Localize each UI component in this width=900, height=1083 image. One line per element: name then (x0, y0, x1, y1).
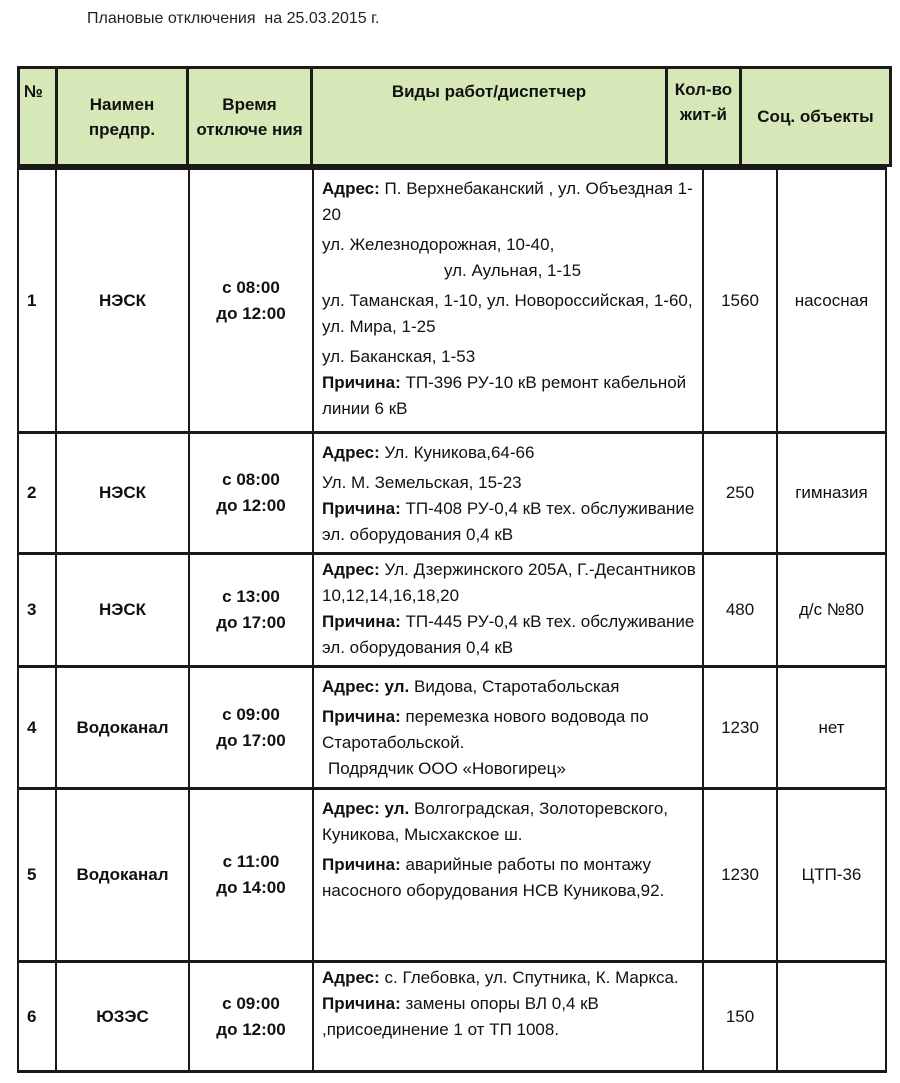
row-social (777, 962, 886, 1072)
row-num: 1 (18, 169, 56, 433)
table-row (18, 789, 886, 962)
contractor-line: Подрядчик ООО «Новогирец» (328, 759, 566, 778)
address-line: ул. Железнодорожная, 10-40, (322, 235, 555, 254)
address-text: Ул. Дзержинского 205А, Г.-Десантников 10,12,14,16,18,20 (322, 560, 696, 605)
address-label: Адрес: ул. (322, 799, 410, 818)
row-num: 4 (18, 667, 56, 789)
address-line: Ул. М. Земельская, 15-23 (322, 473, 522, 492)
row-work (313, 169, 703, 433)
row-org: Водоканал (56, 667, 189, 789)
table-row (18, 169, 886, 433)
row-org: ЮЗЭС (56, 962, 189, 1072)
reason-line (322, 609, 696, 661)
address-line (322, 674, 696, 700)
address-text: Видова, Старотабольская (414, 677, 620, 696)
row-org: НЭСК (56, 169, 189, 433)
row-work (313, 962, 703, 1072)
address-text: П. Верхнебаканский , ул. Объездная 1-20 (322, 179, 693, 224)
row-social: нет (777, 667, 886, 789)
address-line (322, 557, 696, 609)
address-label: Адрес: (322, 179, 380, 198)
reason-label: Причина: (322, 707, 401, 726)
reason-text: аварийные работы по монтажу насосного оборудования НСВ Куникова,92. (322, 855, 665, 900)
table-row (18, 962, 886, 1072)
address-line: ул. Аульная, 1-15 (444, 261, 582, 280)
reason-label: Причина: (322, 994, 401, 1013)
header-social: Соц. объекты (741, 68, 891, 166)
row-work (313, 554, 703, 667)
time-to: до 12:00 (216, 1019, 286, 1039)
table-header (17, 66, 892, 167)
address-line (322, 965, 696, 991)
time-from: с 08:00 (222, 277, 280, 297)
reason-text: ТП-445 РУ-0,4 кВ тех. обслуживание эл. оборудования 0,4 кВ (322, 612, 695, 657)
row-social: насосная (777, 169, 886, 433)
address-line: ул. Баканская, 1-53 (322, 347, 476, 366)
address-text: Ул. Куникова,64-66 (384, 443, 535, 462)
address-line (322, 176, 696, 228)
row-count: 150 (703, 962, 777, 1072)
time-from: с 13:00 (222, 587, 280, 606)
page-title: Плановые отключения на 25.03.2015 г. (87, 10, 380, 27)
row-count: 480 (703, 554, 777, 667)
address-line (322, 796, 696, 848)
address-label: Адрес: ул. (322, 677, 410, 696)
time-to: до 14:00 (216, 878, 286, 897)
row-social: гимназия (777, 433, 886, 554)
reason-label: Причина: (322, 499, 401, 518)
table-row (18, 667, 886, 789)
row-time (189, 433, 313, 554)
row-work (313, 433, 703, 554)
table-row (18, 433, 886, 554)
time-to: до 12:00 (216, 303, 286, 323)
address-label: Адрес: (322, 443, 380, 462)
reason-text: замены опоры ВЛ 0,4 кВ ,присоединение 1 от ТП 1008. (322, 994, 599, 1039)
row-time (189, 169, 313, 433)
reason-line (322, 991, 696, 1043)
row-social: ЦТП-36 (777, 789, 886, 962)
reason-line (322, 370, 696, 422)
table-row (18, 554, 886, 667)
row-num: 5 (18, 789, 56, 962)
row-num: 2 (18, 433, 56, 554)
time-to: до 12:00 (216, 496, 286, 515)
row-org: НЭСК (56, 433, 189, 554)
row-time (189, 667, 313, 789)
address-label: Адрес: (322, 968, 380, 987)
row-count: 1560 (703, 169, 777, 433)
time-from: с 09:00 (222, 704, 280, 724)
address-line (322, 440, 696, 466)
row-num: 6 (18, 962, 56, 1072)
address-text: с. Глебовка, ул. Спутника, К. Маркса. (384, 968, 679, 987)
time-from: с 08:00 (222, 470, 280, 489)
outage-table (17, 167, 887, 1073)
address-text: Волгоградская, Золоторевского, Куникова, Мысхакское ш. (322, 799, 669, 844)
row-time (189, 962, 313, 1072)
row-social: д/с №80 (777, 554, 886, 667)
header-time: Время отключе ния (188, 68, 312, 166)
reason-line (322, 496, 696, 548)
row-time (189, 789, 313, 962)
reason-label: Причина: (322, 855, 401, 874)
address-line: ул. Таманская, 1-10, ул. Новороссийская, 1-60, ул. Мира, 1-25 (322, 291, 693, 336)
reason-label: Причина: (322, 612, 401, 631)
time-from: с 09:00 (222, 993, 280, 1013)
reason-text: перемезка нового водовода по Старотабольской. (322, 707, 649, 752)
reason-line (322, 704, 696, 756)
reason-text: ТП-396 РУ-10 кВ ремонт кабельной линии 6 кВ (322, 373, 687, 418)
reason-line (322, 852, 696, 904)
row-num: 3 (18, 554, 56, 667)
time-from: с 11:00 (222, 852, 280, 871)
header-org: Наимен предпр. (57, 68, 188, 166)
row-org: НЭСК (56, 554, 189, 667)
row-time (189, 554, 313, 667)
address-label: Адрес: (322, 560, 380, 579)
time-to: до 17:00 (216, 730, 286, 750)
header-num: № (19, 68, 57, 166)
header-work: Виды работ/диспетчер (312, 68, 667, 166)
row-count: 1230 (703, 789, 777, 962)
reason-text: ТП-408 РУ-0,4 кВ тех. обслуживание эл. оборудования 0,4 кВ (322, 499, 695, 544)
row-work (313, 667, 703, 789)
row-org: Водоканал (56, 789, 189, 962)
row-count: 1230 (703, 667, 777, 789)
reason-label: Причина: (322, 373, 401, 392)
time-to: до 17:00 (216, 613, 286, 632)
header-count: Кол-во жит-й (667, 68, 741, 166)
row-work (313, 789, 703, 962)
row-count: 250 (703, 433, 777, 554)
